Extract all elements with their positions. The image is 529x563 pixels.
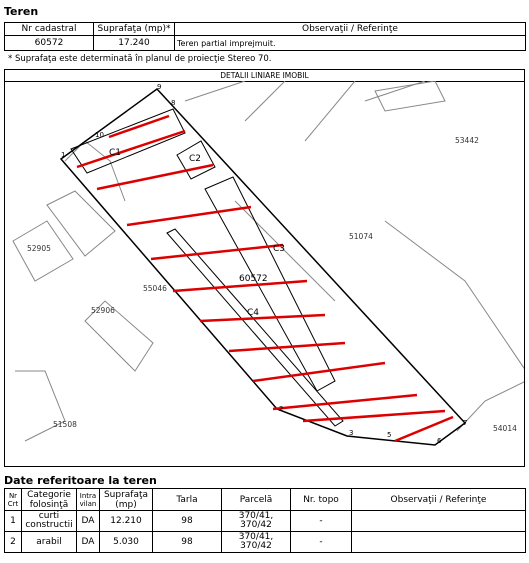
- stereo-note: * Suprafaţa este determinată în planul de proiecţie Stereo 70.: [8, 54, 272, 64]
- section-title-teren: Teren: [4, 5, 39, 18]
- cell-suprafata: 12.210: [100, 511, 153, 532]
- vertex-label-1: 1: [61, 151, 66, 159]
- vertex-label-8: 8: [171, 99, 176, 107]
- cell-tarla: 98: [153, 532, 222, 553]
- section-title-date: Date referitoare la teren: [4, 474, 157, 487]
- cell-suprafata: 5.030: [100, 532, 153, 553]
- neighbour-outline: [385, 221, 525, 371]
- cell-tarla: 98: [153, 511, 222, 532]
- header-intravilan: Intra vilan: [77, 489, 100, 511]
- header-observatii-referinte: Observaţii / Referinţe: [352, 489, 526, 511]
- cell-categorie: arabil: [22, 532, 77, 553]
- building-label-c1: C1: [109, 148, 122, 158]
- cell-nr: 2: [5, 532, 22, 553]
- parcel-label-52905: 52905: [27, 244, 51, 253]
- parcel-label-51508: 51508: [53, 420, 77, 429]
- cell-nr-topo: -: [291, 511, 352, 532]
- vertex-label-5: 5: [387, 431, 392, 439]
- cell-suprafata: 17.240: [94, 36, 175, 51]
- header-nr-cadastral: Nr cadastral: [5, 23, 94, 36]
- vertex-label-2: 2: [279, 405, 284, 413]
- building-label-c4: C4: [247, 308, 260, 318]
- cell-parcela: 370/41, 370/42: [222, 511, 291, 532]
- neighbour-outline: [305, 81, 355, 141]
- neighbour-outline: [15, 371, 65, 441]
- building-label-c2: C2: [189, 154, 202, 164]
- header-parcela: Parcelă: [222, 489, 291, 511]
- cell-nr: 1: [5, 511, 22, 532]
- map-title: DETALII LINIARE IMOBIL: [5, 70, 524, 82]
- cell-observatii: Teren partial imprejmuit.: [175, 36, 526, 51]
- header-nr-topo: Nr. topo: [291, 489, 352, 511]
- header-nr-crt: Nr Crt: [5, 489, 22, 511]
- parcel-label-53442: 53442: [455, 136, 479, 145]
- neighbour-outline: [47, 191, 115, 256]
- cell-nr-cadastral: 60572: [5, 36, 94, 51]
- table-row: [5, 532, 526, 553]
- vertex-label-10: 10: [95, 131, 104, 139]
- date-table: [4, 488, 526, 553]
- cell-intravilan: DA: [77, 532, 100, 553]
- neighbour-outline: [375, 81, 445, 111]
- cell-categorie: curti constructii: [22, 511, 77, 532]
- header-observatii: Observaţii / Referinţe: [175, 23, 526, 36]
- parcel-label-54014: 54014: [493, 424, 517, 433]
- vertex-label-7: 7: [463, 419, 468, 427]
- main-parcel-label: 60572: [239, 274, 268, 284]
- building-label-c3: C3: [273, 244, 286, 254]
- parcel-label-55046: 55046: [143, 284, 167, 293]
- vertex-label-6: 6: [437, 437, 442, 445]
- cell-intravilan: DA: [77, 511, 100, 532]
- neighbour-outline: [245, 81, 285, 121]
- cadastral-map: [5, 81, 525, 467]
- cell-nr-topo: -: [291, 532, 352, 553]
- cell-parcela: 370/41, 370/42: [222, 532, 291, 553]
- header-tarla: Tarla: [153, 489, 222, 511]
- neighbour-outline: [185, 81, 245, 101]
- teren-table: [4, 22, 526, 51]
- cell-observatii: [352, 532, 526, 553]
- parcel-label-52906: 52906: [91, 306, 115, 315]
- header-suprafata: Suprafaţa (mp)*: [94, 23, 175, 36]
- building-c4: [167, 229, 343, 426]
- map-panel: [4, 69, 525, 467]
- header-categorie: Categorie folosinţă: [22, 489, 77, 511]
- cell-observatii: [352, 511, 526, 532]
- vertex-label-3: 3: [349, 429, 354, 437]
- vertex-label-9: 9: [157, 83, 162, 91]
- parcel-label-51074: 51074: [349, 232, 373, 241]
- header-suprafata-mp: Suprafaţa (mp): [100, 489, 153, 511]
- table-row: [5, 511, 526, 532]
